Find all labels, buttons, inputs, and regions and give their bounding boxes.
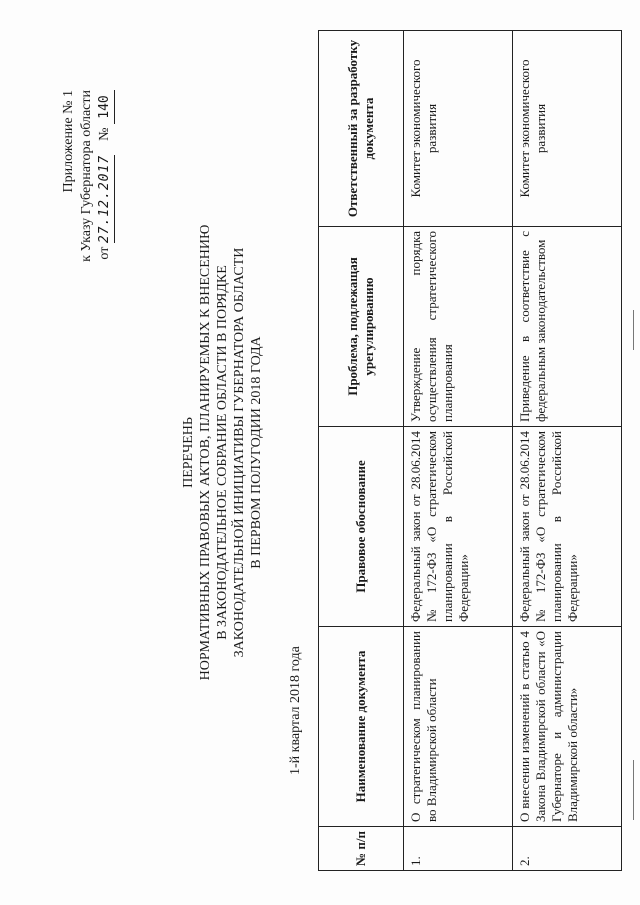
cell-responsible: Комитет экономического развития — [513, 31, 622, 227]
header-basis: Правовое обоснование — [319, 427, 404, 627]
header-num: № п/п — [319, 827, 404, 871]
title-line: ЗАКОНОДАТЕЛЬНОЙ ИНИЦИАТИВЫ ГУБЕРНАТОРА ОБЛАСТИ — [232, 247, 247, 658]
title-line: ПЕРЕЧЕНЬ — [181, 417, 196, 488]
title-line: НОРМАТИВНЫХ ПРАВОВЫХ АКТОВ, ПЛАНИРУЕМЫХ К ВНЕСЕНИЮ — [198, 224, 213, 681]
cell-num: 2. — [513, 827, 622, 871]
appendix-header — [60, 90, 115, 262]
cell-responsible: Комитет экономического развития — [404, 31, 513, 227]
header-problem: Проблема, подлежащая урегулированию — [319, 227, 404, 427]
cell-name: О внесении изменений в статью 4 Закона Владимирской области «О Губернаторе и администрации Владимирской области» — [513, 627, 622, 827]
cell-problem: Утверждение порядка осуществления стратегического планирования — [404, 227, 513, 427]
table-header-row — [319, 31, 404, 871]
decree-number: 140 — [96, 90, 115, 124]
cell-basis: Федеральный закон от 28.06.2014 № 172-ФЗ «О стратегическом планировании в Российской Федерации» — [404, 427, 513, 627]
appendix-line: Приложение № 1 — [61, 90, 76, 193]
number-label: № — [97, 127, 112, 141]
scan-edge-mark — [633, 760, 634, 820]
appendix-decree-line: к Указу Губернатора области — [79, 90, 94, 262]
cell-problem: Приведение в соответствие с федеральным законодательством — [513, 227, 622, 427]
cell-basis: Федеральный закон от 28.06.2014 № 172-ФЗ «О стратегическом планировании в Российской Федерации» — [513, 427, 622, 627]
title-line: В ПЕРВОМ ПОЛУГОДИИ 2018 ГОДА — [249, 336, 264, 569]
acts-table — [318, 30, 622, 871]
table-row — [513, 31, 622, 871]
header-responsible: Ответственный за разработку документа — [319, 31, 404, 227]
cell-name: О стратегическом планировании во Владимирской области — [404, 627, 513, 827]
quarter-label: 1-й квартал 2018 года — [288, 646, 303, 775]
table-row — [404, 31, 513, 871]
cell-num: 1. — [404, 827, 513, 871]
title-line: В ЗАКОНОДАТЕЛЬНОЕ СОБРАНИЕ ОБЛАСТИ В ПОРЯДКЕ — [215, 265, 230, 640]
header-name: Наименование документа — [319, 627, 404, 827]
appendix-date-line — [96, 90, 115, 262]
from-label: от — [97, 246, 112, 260]
scan-edge-mark — [633, 310, 634, 350]
decree-date: 27.12.2017 — [96, 155, 115, 243]
document-title — [180, 0, 265, 905]
